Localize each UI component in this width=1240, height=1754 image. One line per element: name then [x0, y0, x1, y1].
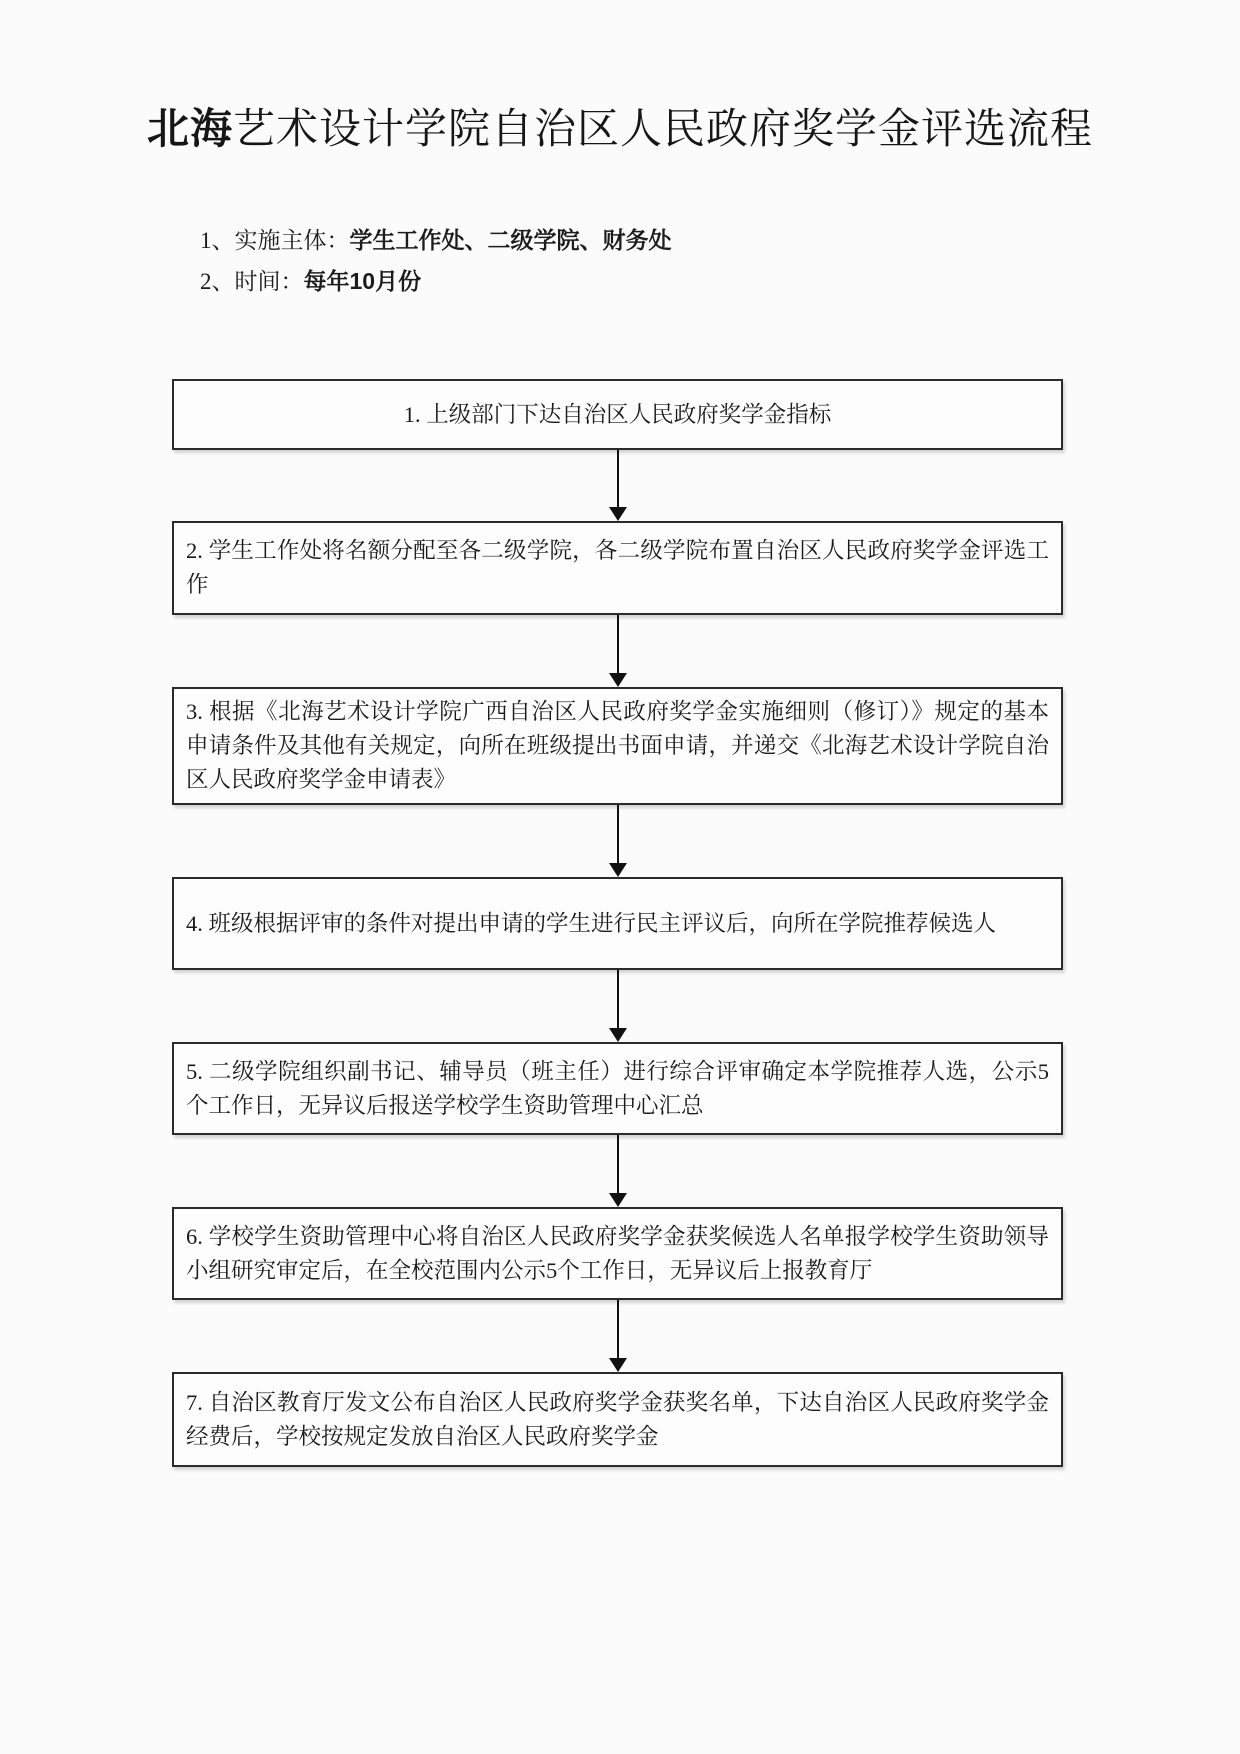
meta-item-number: 2、 [200, 269, 235, 294]
flow-arrow-down [607, 1300, 629, 1372]
page-title-rest: 艺术设计学院自治区人民政府奖学金评选流程 [233, 105, 1094, 152]
flow-step-text: 1. 上级部门下达自治区人民政府奖学金指标 [403, 401, 832, 427]
page-title-emphasis: 北海 [146, 105, 233, 152]
flow-step-text: 6. 学校学生资助管理中心将自治区人民政府奖学金获奖候选人名单报学校学生资助领导小组研究审定后，在全校范围内公示5个工作日，无异议后上报教育厅 [186, 1223, 1049, 1283]
flow-arrow-down [607, 805, 629, 877]
flow-step-text: 3. 根据《北海艺术设计学院广西自治区人民政府奖学金实施细则（修订）》规定的基本申请条件及其他有关规定，向所在班级提出书面申请，并递交《北海艺术设计学院自治区人民政府奖学金申请表》 [186, 699, 1049, 792]
arrow-head-icon [609, 1193, 627, 1207]
meta-item-value: 每年10月份 [303, 268, 422, 294]
flow-arrow-down [607, 970, 629, 1042]
page-title [0, 100, 1240, 158]
flow-step-box [172, 1372, 1063, 1467]
flow-step-text: 5. 二级学院组织副书记、辅导员（班主任）进行综合评审确定本学院推荐人选，公示5个工作日，无异议后报送学校学生资助管理中心汇总 [186, 1058, 1049, 1118]
arrow-shaft [617, 450, 619, 508]
flow-step-box [172, 1042, 1063, 1135]
arrow-head-icon [609, 673, 627, 687]
arrow-shaft [617, 1300, 619, 1359]
flow-step-box [172, 877, 1063, 970]
meta-item-label: 实施主体： [234, 227, 350, 253]
arrow-head-icon [609, 507, 627, 521]
arrow-shaft [617, 970, 619, 1029]
flow-step-box [172, 379, 1063, 450]
flow-arrow-down [607, 450, 629, 521]
meta-list [200, 220, 672, 302]
meta-item [200, 261, 672, 302]
arrow-head-icon [609, 1028, 627, 1042]
arrow-shaft [617, 1135, 619, 1194]
meta-item-number: 1、 [200, 228, 235, 253]
flow-step-box [172, 687, 1063, 805]
meta-item-value: 学生工作处、二级学院、财务处 [349, 227, 672, 253]
arrow-shaft [617, 615, 619, 674]
flow-step-text: 2. 学生工作处将名额分配至各二级学院，各二级学院布置自治区人民政府奖学金评选工作 [186, 538, 1049, 597]
arrow-head-icon [609, 863, 627, 877]
flow-step-box [172, 521, 1063, 615]
flow-arrow-down [607, 615, 629, 687]
arrow-shaft [617, 805, 619, 864]
arrow-head-icon [609, 1358, 627, 1372]
flow-step-text: 4. 班级根据评审的条件对提出申请的学生进行民主评议后，向所在学院推荐候选人 [186, 910, 997, 936]
flow-step-text: 7. 自治区教育厅发文公布自治区人民政府奖学金获奖名单，下达自治区人民政府奖学金经费后，学校按规定发放自治区人民政府奖学金 [186, 1389, 1049, 1449]
flow-arrow-down [607, 1135, 629, 1207]
meta-item-label: 时间： [234, 268, 304, 294]
meta-item [200, 220, 672, 261]
flow-step-box [172, 1207, 1063, 1300]
